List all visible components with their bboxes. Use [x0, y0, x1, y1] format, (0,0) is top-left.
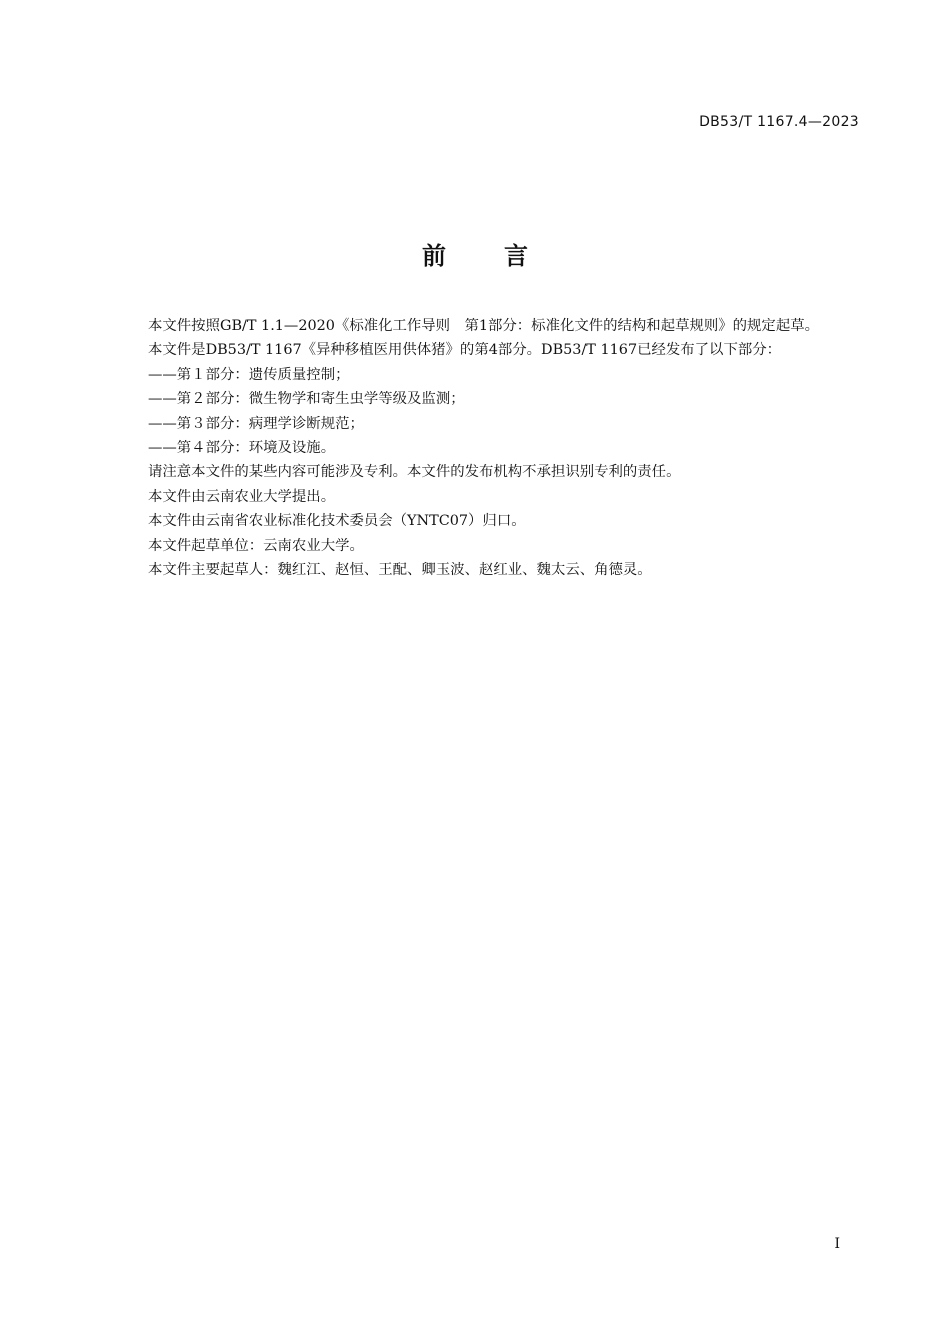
paragraph-patent-notice: 请注意本文件的某些内容可能涉及专利。本文件的发布机构不承担识别专利的责任。 — [148, 464, 681, 481]
page-title: 前言 — [422, 242, 586, 270]
list-item-part-3: ——第３部分：病理学诊断规范； — [148, 415, 364, 432]
list-item-part-4: ——第４部分：环境及设施。 — [148, 440, 336, 457]
page-number: I — [834, 1236, 840, 1252]
paragraph-proposer: 本文件由云南农业大学提出。 — [148, 488, 336, 505]
list-item-part-2: ——第２部分：微生物学和寄生虫学等级及监测； — [148, 391, 465, 408]
foreword-body — [114, 314, 860, 582]
document-code: DB53/T 1167.4—2023 — [699, 114, 859, 130]
paragraph-parts-intro: 本文件是DB53/T 1167《异种移植医用供体猪》的第4部分。DB53/T 1167已经发布了以下部分： — [148, 342, 782, 359]
paragraph-committee: 本文件由云南省农业标准化技术委员会（YNTC07）归口。 — [148, 513, 526, 530]
paragraph-drafting-unit: 本文件起草单位：云南农业大学。 — [148, 537, 364, 554]
paragraph-drafting-basis: 本文件按照GB/T 1.1—2020《标准化工作导则 第1部分：标准化文件的结构和起草规则》的规定起草。 — [148, 318, 819, 334]
list-item-part-1: ——第１部分：遗传质量控制； — [148, 366, 350, 383]
paragraph-drafters: 本文件主要起草人：魏红江、赵恒、王配、卿玉波、赵红业、魏太云、角德灵。 — [148, 562, 652, 579]
